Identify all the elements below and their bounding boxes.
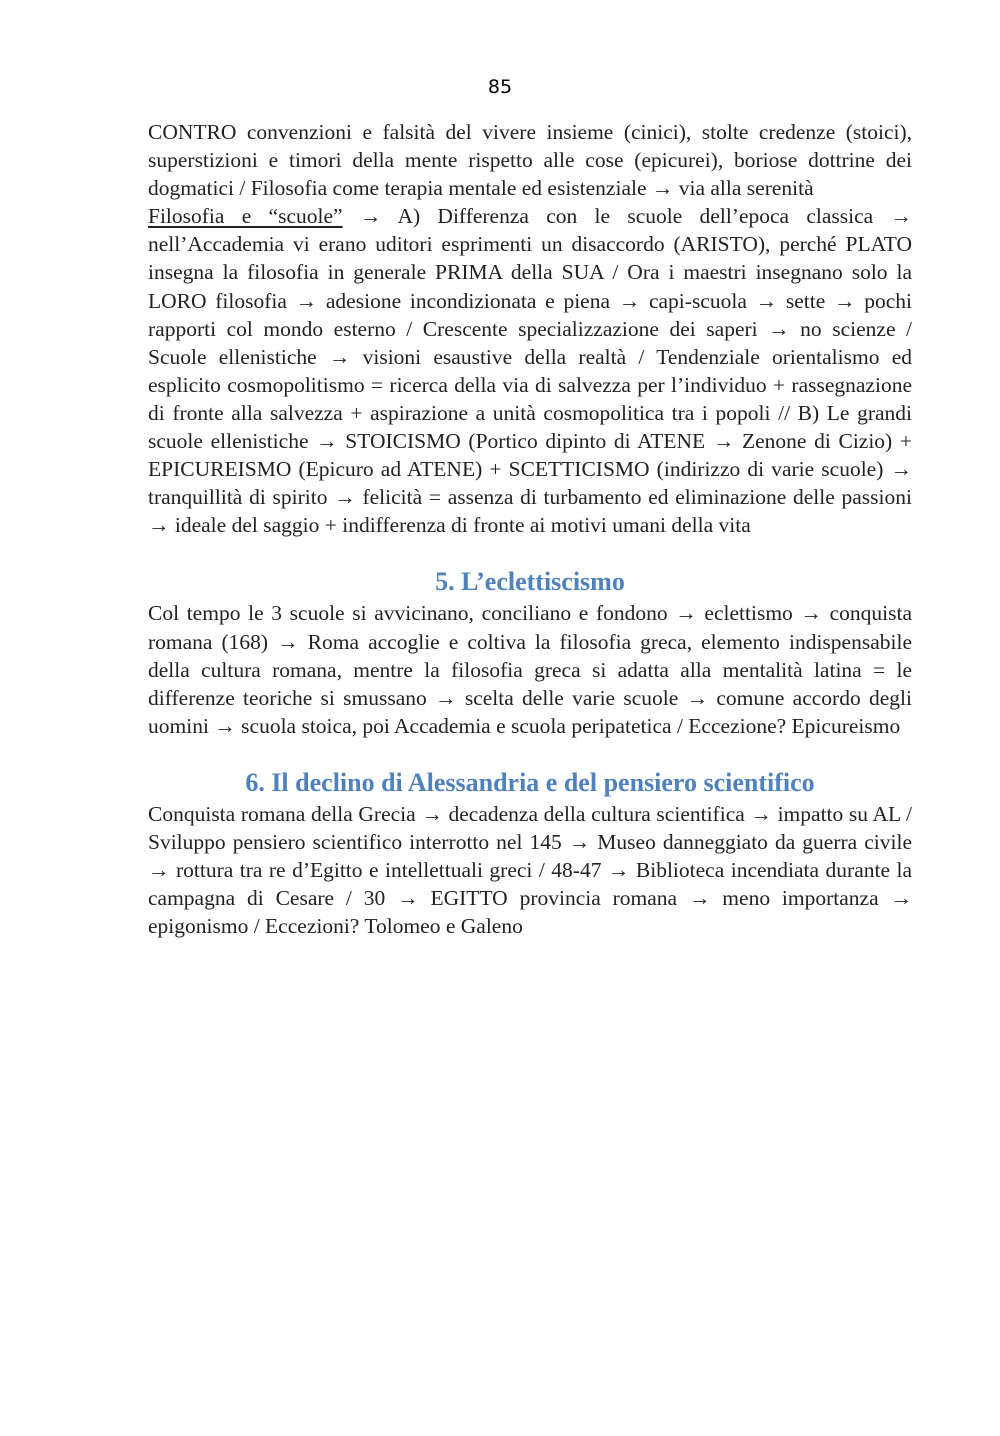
section-spacer — [148, 539, 912, 565]
schools-paragraph — [148, 202, 912, 539]
schools-label: Filosofia e “scuole” — [148, 204, 343, 229]
page-number: 85 — [487, 76, 513, 98]
section-5-title: 5. L’eclettiscismo — [435, 567, 625, 597]
section-6-title: 6. Il declino di Alessandria e del pensiero scientifico — [245, 767, 815, 797]
section-6-paragraph: Conquista romana della Grecia → decadenza della cultura scientifica → impatto su AL / Sviluppo pensiero scientifico interrotto nel 145 → Museo danneggiato da guerra civile → rottura tra re d’Egitto e intellettuali greci / 48-47 → Biblioteca incendiata durante la campagna di Cesare / 30 → EGITTO provincia romana → meno importanza → epigonismo / Eccezioni? Tolomeo e Galeno — [148, 801, 912, 939]
intro-paragraph: CONTRO convenzioni e falsità del vivere insieme (cinici), stolte credenze (stoici), superstizioni e timori della mente rispetto alle cose (epicurei), boriose dottrine dei dogmatici / Filosofia come terapia mentale ed esistenziale → via alla serenità — [148, 120, 912, 201]
schools-text: → A) Differenza con le scuole dell’epoca classica → nell’Accademia vi erano uditori esprimenti un disaccordo (ARISTO), perché PLATO insegna la filosofia in generale PRIMA della SUA / Ora i maestri insegnano solo la LORO filosofia → adesione incondizionata e piena → capi-scuola → sette → pochi rapporti col mondo esterno / Crescente specializzazione dei saperi → no scienze / Scuole ellenistiche → visioni esaustive della realtà / Tendenziale orientalismo ed esplicito cosmopolitismo = ricerca della via di salvezza per l’individuo + rassegnazione di fronte alla salvezza + aspirazione a unità cosmopolitica tra i popoli // B) Le grandi scuole ellenistiche → STOICISMO (Portico dipinto di ATENE → Zenone di Cizio) + EPICUREISMO (Epicuro ad ATENE) + SCETTICISMO (indirizzo di varie scuole) → tranquillità di spirito → felicità = assenza di turbamento ed eliminazione delle passioni → ideale del saggio + indifferenza di fronte ai motivi umani della vita — [148, 204, 912, 538]
section-spacer — [148, 740, 912, 766]
page-content — [148, 118, 912, 940]
section-5-paragraph: Col tempo le 3 scuole si avvicinano, conciliano e fondono → eclettismo → conquista romana (168) → Roma accoglie e coltiva la filosofia greca, elemento indispensabile della cultura romana, mentre la filosofia greca si adatta alla mentalità latina = le differenze teoriche si smussano → scelta delle varie scuole → comune accordo degli uomini → scuola stoica, poi Accademia e scuola peripatetica / Eccezione? Epicureismo — [148, 601, 912, 738]
